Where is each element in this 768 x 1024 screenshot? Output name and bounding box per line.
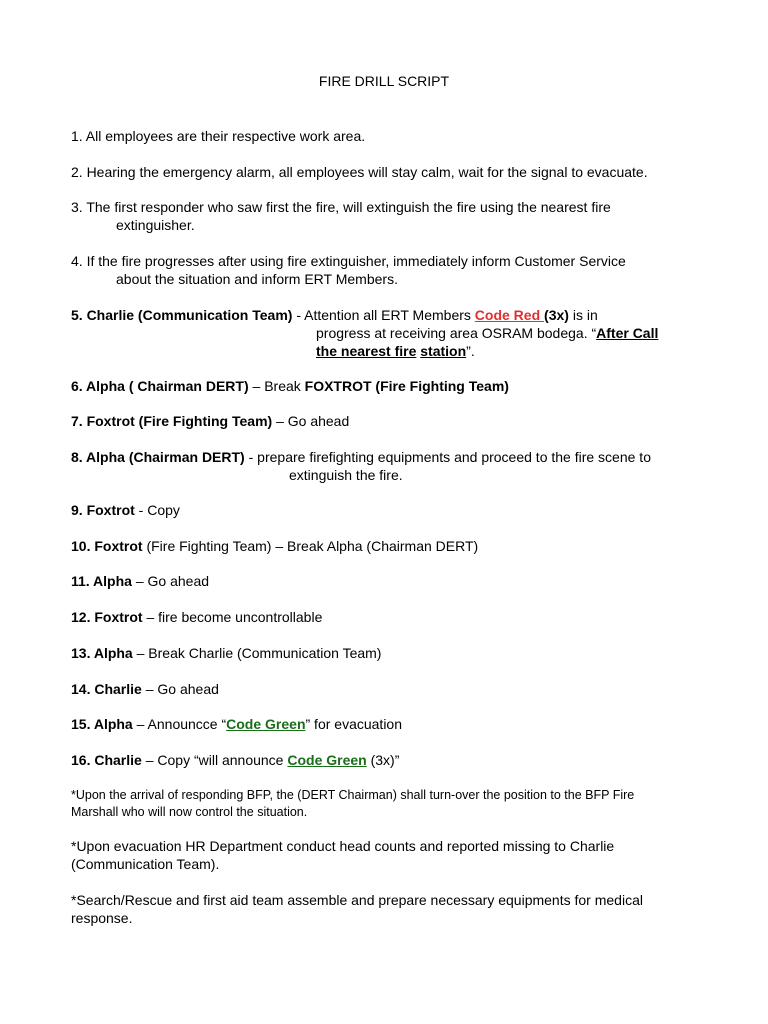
step-1: 1. All employees are their respective work area. (71, 128, 366, 144)
code-green: Code Green (287, 752, 367, 768)
step-13: 13. Alpha – Break Charlie (Communication Team) (71, 645, 382, 661)
page-title: FIRE DRILL SCRIPT (318, 73, 450, 89)
step-11: 11. Alpha – Go ahead (71, 573, 210, 589)
step-5-label: 5. Charlie (Communication Team) (71, 307, 293, 323)
step-16: 16. Charlie – Copy “will announce Code Green (3x)” (71, 752, 400, 768)
step-10: 10. Foxtrot (Fire Fighting Team) – Break Alpha (Chairman DERT) (71, 538, 479, 554)
note-hr: *Upon evacuation HR Department conduct head counts and reported missing to Charlie (Communication Team). (71, 838, 615, 872)
step-2: 2. Hearing the emergency alarm, all employees will stay calm, wait for the signal to evacuate. (71, 164, 648, 180)
step-9: 9. Foxtrot - Copy (71, 502, 180, 518)
step-6: 6. Alpha ( Chairman DERT) – Break FOXTROT (Fire Fighting Team) (71, 378, 509, 394)
step-8: 8. Alpha (Chairman DERT) - prepare firefighting equipments and proceed to the fire scene to extinguish the fire. (71, 449, 651, 483)
note-rescue: *Search/Rescue and first aid team assemble and prepare necessary equipments for medical response. (71, 892, 643, 926)
step-5: 5. Charlie (Communication Team) - Attention all ERT Members Code Red (3x) is in progress at receiving area OSRAM bodega. “After Call the nearest fire station”. (71, 307, 659, 359)
step-4: 4. If the fire progresses after using fire extinguisher, immediately inform Customer Service about the situation and inform ERT Members. (71, 253, 626, 287)
note-bfp: *Upon the arrival of responding BFP, the (DERT Chairman) shall turn-over the position to the BFP Fire Marshall who will now control the situation. (71, 788, 635, 819)
code-green: Code Green (226, 716, 306, 732)
step-7: 7. Foxtrot (Fire Fighting Team) – Go ahead (71, 413, 350, 429)
step-15: 15. Alpha – Announcce “Code Green” for evacuation (71, 716, 402, 732)
step-12: 12. Foxtrot – fire become uncontrollable (71, 609, 323, 625)
step-3: 3. The first responder who saw first the fire, will extinguish the fire using the nearest fire extinguisher. (71, 199, 611, 233)
code-red: Code Red (474, 307, 545, 323)
step-14: 14. Charlie – Go ahead (71, 681, 219, 697)
